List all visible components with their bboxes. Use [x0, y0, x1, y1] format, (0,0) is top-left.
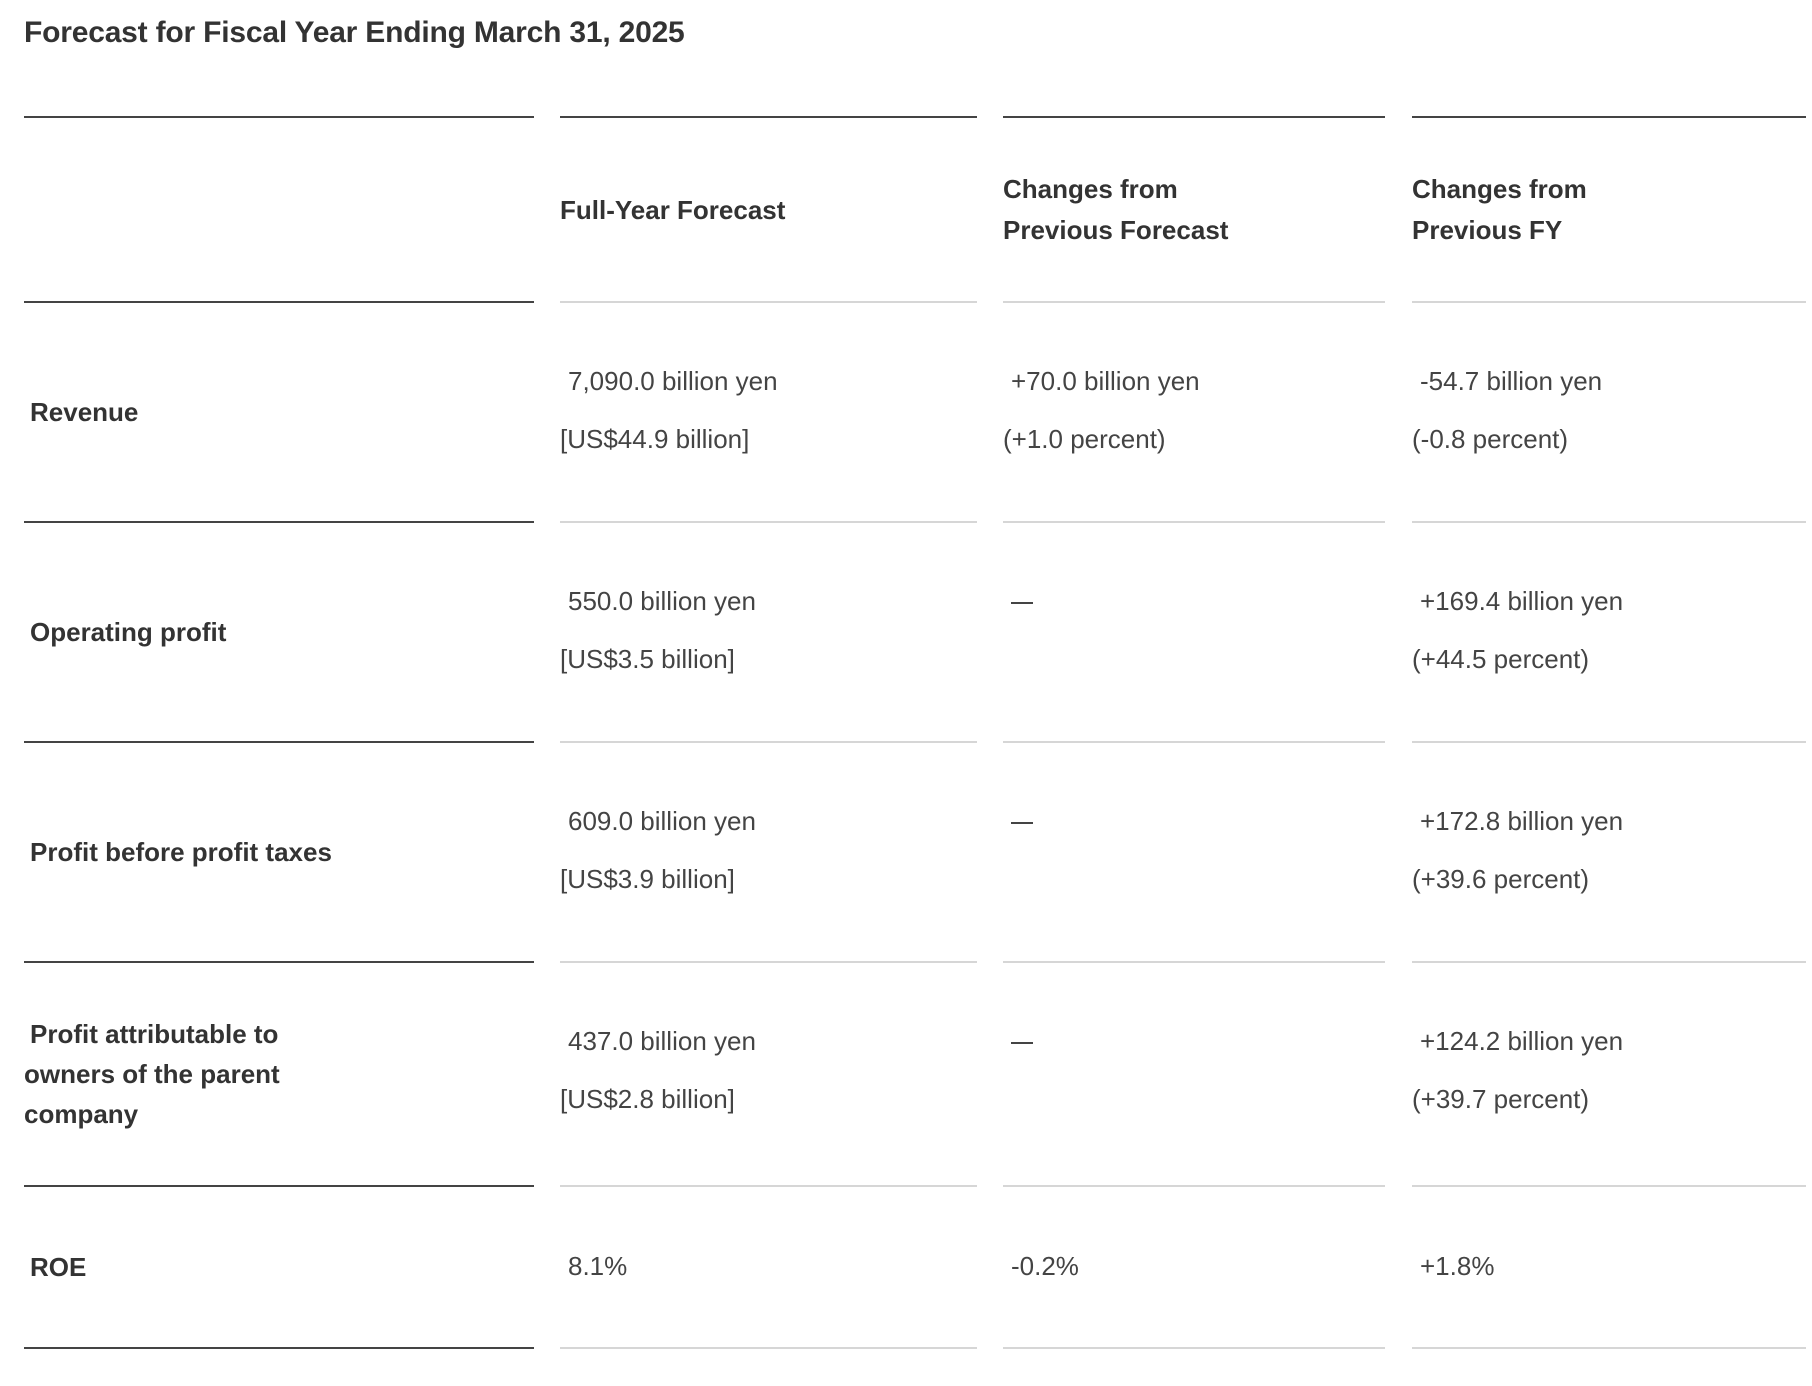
dash-no-change — [1011, 1042, 1033, 1044]
cell-revenue-prev-fy: -54.7 billion yen (-0.8 percent) — [1412, 366, 1603, 454]
cell-profit-before-taxes-full-year: 609.0 billion yen [US$3.9 billion] — [560, 806, 756, 894]
header-empty-cell — [24, 118, 534, 302]
column-full-year-forecast — [560, 0, 977, 1386]
header-changes-previous-forecast: Changes from Previous Forecast — [1003, 174, 1229, 245]
cell-roe-prev-forecast: -0.2% — [1011, 1251, 1079, 1281]
divider — [1003, 1347, 1385, 1349]
row-label-profit-attributable: Profit attributable to owners of the parent company — [24, 1019, 280, 1129]
cell-roe-prev-fy: +1.8% — [1420, 1251, 1495, 1281]
cell-operating-profit-full-year: 550.0 billion yen [US$3.5 billion] — [560, 586, 756, 674]
header-changes-previous-fy: Changes from Previous FY — [1412, 174, 1587, 245]
divider — [560, 1347, 977, 1349]
row-label-roe: ROE — [30, 1252, 87, 1282]
cell-operating-profit-prev-fy: +169.4 billion yen (+44.5 percent) — [1412, 586, 1624, 674]
cell-profit-before-taxes-prev-forecast — [1003, 742, 1385, 962]
divider — [24, 1347, 534, 1349]
divider — [1412, 1347, 1806, 1349]
cell-roe-full-year: 8.1% — [568, 1251, 628, 1281]
cell-revenue-full-year: 7,090.0 billion yen [US$44.9 billion] — [560, 366, 778, 454]
row-label-profit-before-taxes: Profit before profit taxes — [30, 837, 332, 867]
cell-profit-attributable-prev-fy: +124.2 billion yen (+39.7 percent) — [1412, 1026, 1624, 1114]
row-label-revenue: Revenue — [30, 397, 139, 427]
cell-operating-profit-prev-forecast — [1003, 522, 1385, 742]
cell-profit-before-taxes-prev-fy: +172.8 billion yen (+39.6 percent) — [1412, 806, 1624, 894]
page-title: Forecast for Fiscal Year Ending March 31, 2025 — [24, 16, 685, 49]
cell-profit-attributable-full-year: 437.0 billion yen [US$2.8 billion] — [560, 1026, 756, 1114]
cell-profit-attributable-prev-forecast — [1003, 962, 1385, 1186]
row-label-operating-profit: Operating profit — [30, 617, 227, 647]
dash-no-change — [1011, 602, 1033, 604]
column-changes-previous-forecast — [1003, 0, 1385, 1386]
cell-revenue-prev-forecast: +70.0 billion yen (+1.0 percent) — [1003, 366, 1200, 454]
column-row-labels — [24, 0, 534, 1386]
header-full-year-forecast: Full-Year Forecast — [560, 194, 786, 225]
column-changes-previous-fy — [1412, 0, 1806, 1386]
dash-no-change — [1011, 822, 1033, 824]
